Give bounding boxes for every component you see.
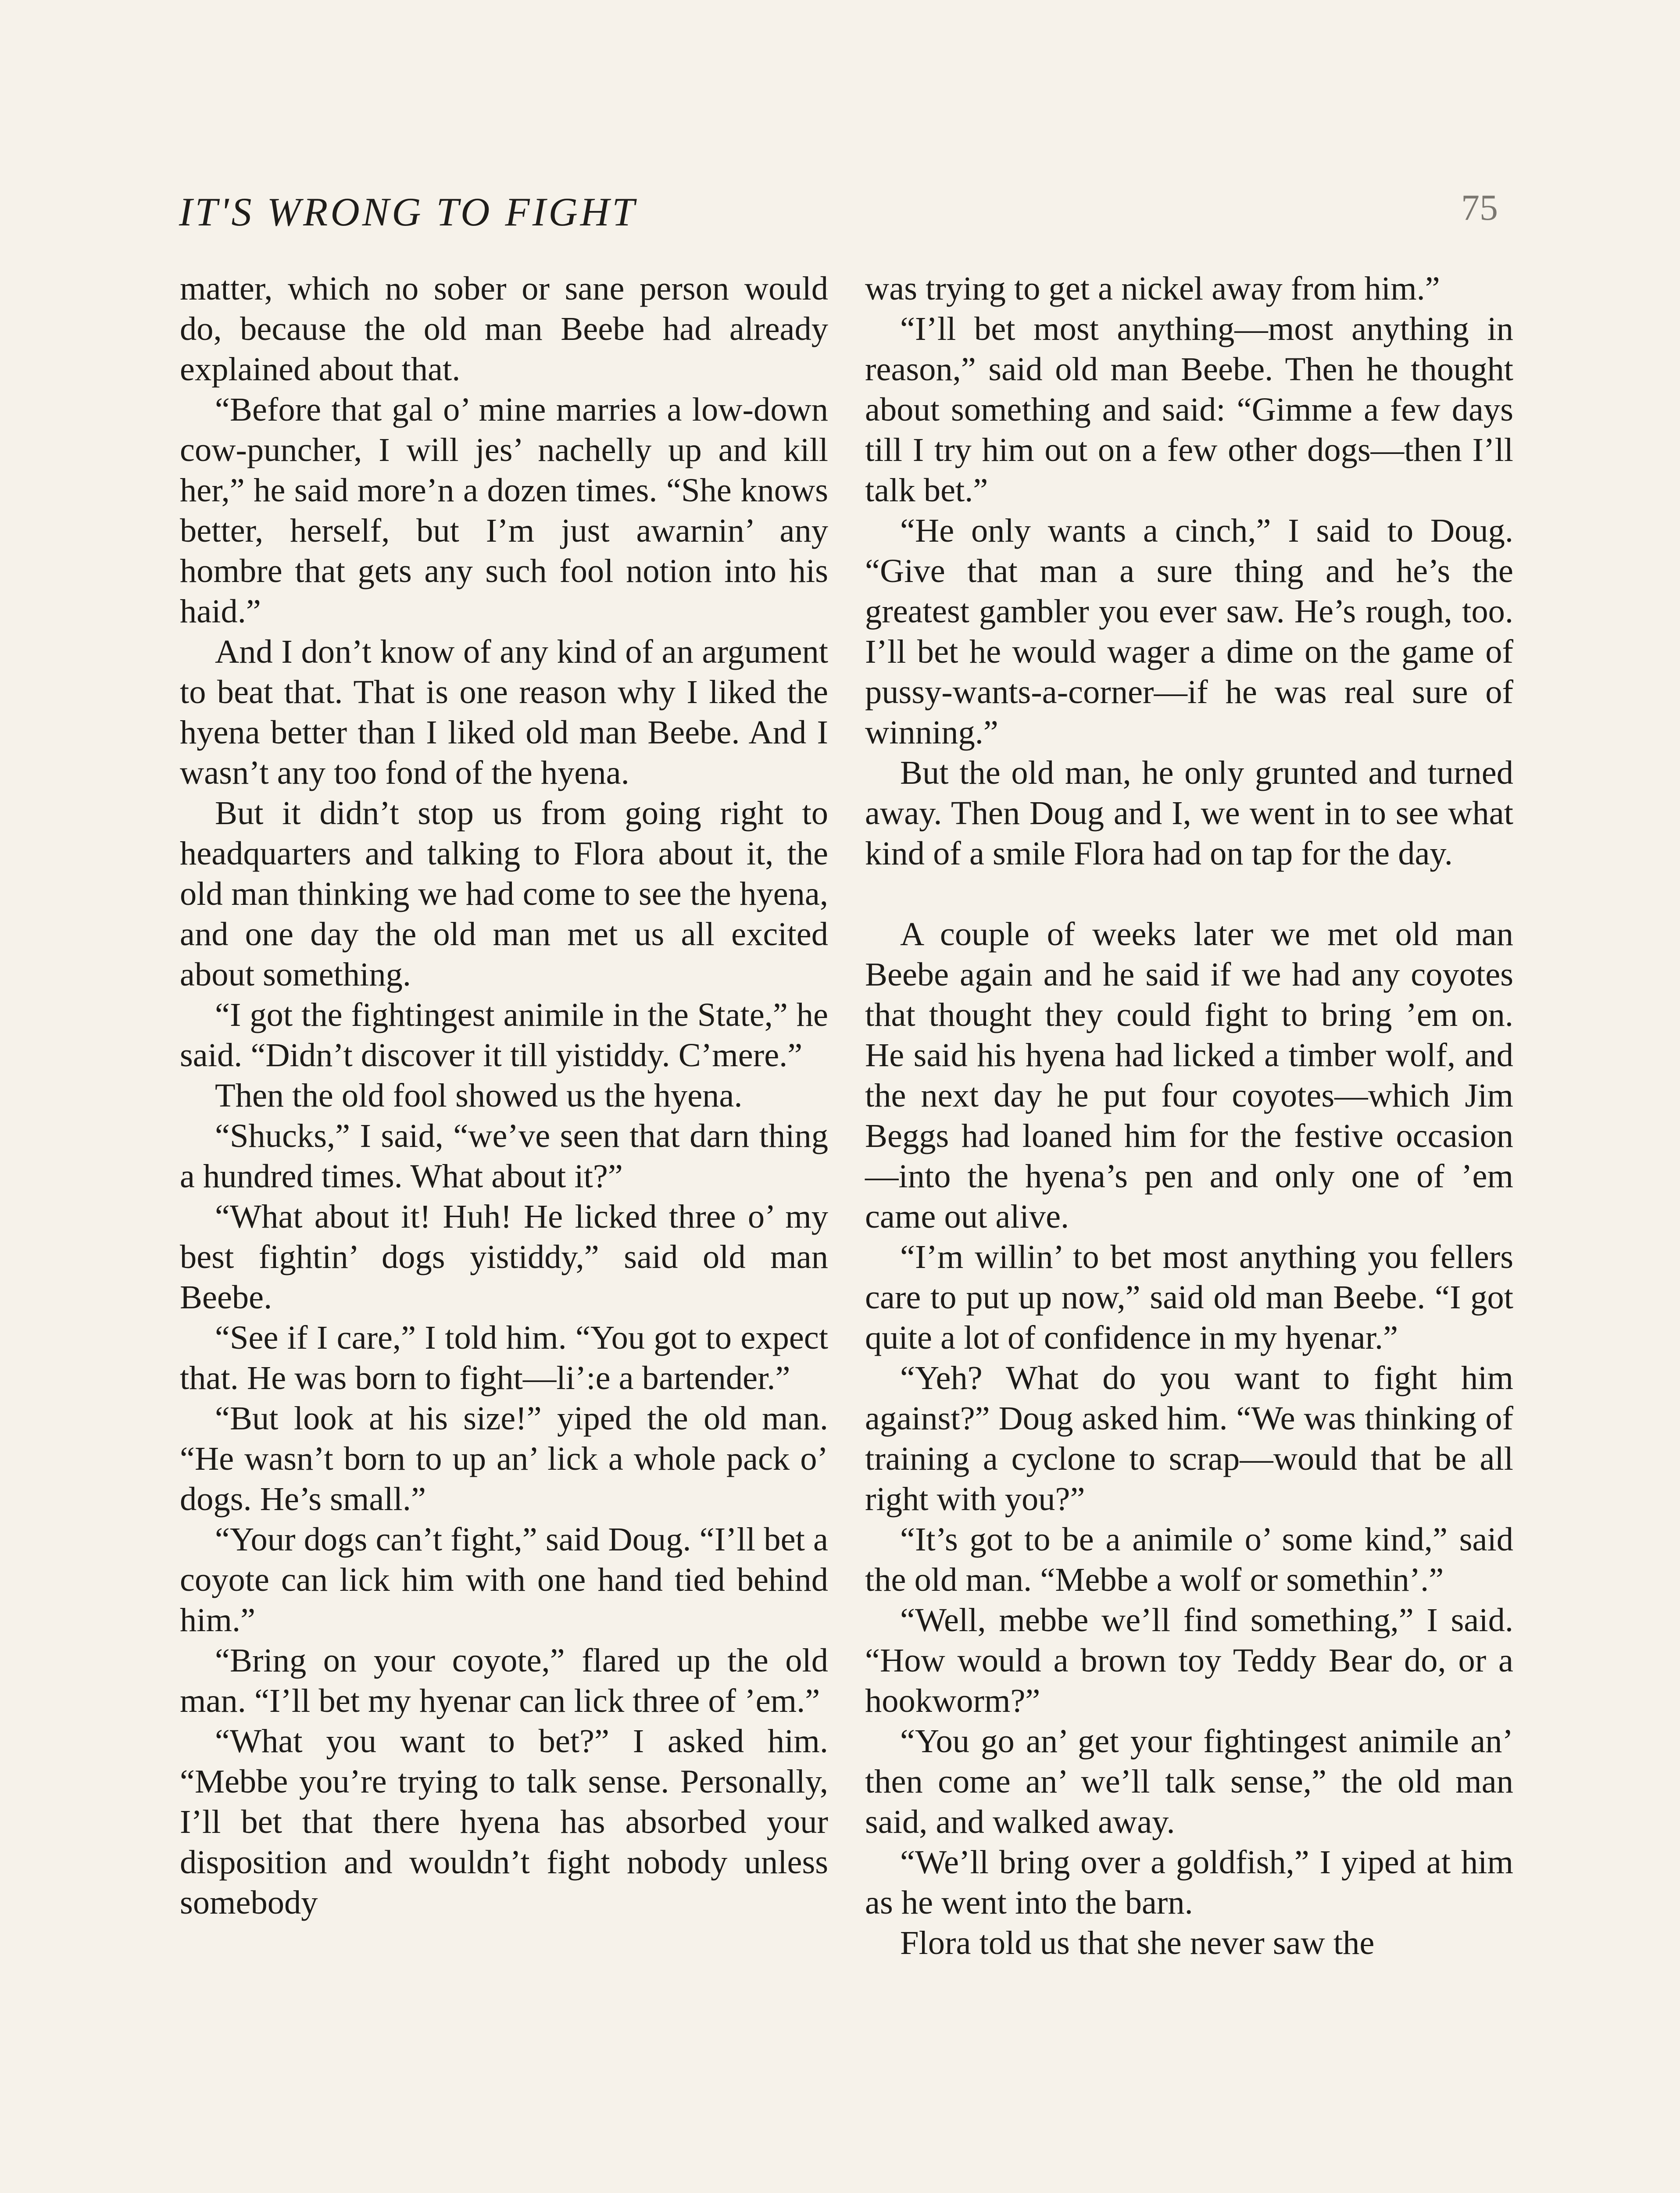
paragraph: “I’ll bet most anything—most anything in reason,” said old man Beebe. Then he thought about something and said: “Gimme a few days till I try him out on a few other dogs—then I’ll talk bet.” (865, 310, 1513, 509)
paragraph: matter, which no sober or sane person would do, because the old man Beebe had already explained about that. (180, 270, 828, 388)
right-column (865, 268, 1513, 1963)
paragraph: “It’s got to be a animile o’ some kind,” said the old man. “Mebbe a wolf or somethin’.” (865, 1521, 1513, 1598)
paragraph: “He only wants a cinch,” I said to Doug. “Give that man a sure thing and he’s the greatest gambler you ever saw. He’s rough, too. I’ll bet he would wager a dime on the game of pussy-wants-a-corner—if he was real sure of winning.” (865, 512, 1513, 751)
paragraph: A couple of weeks later we met old man Beebe again and he said if we had any coyotes that thought they could fight to bring ’em on. He said his hyena had licked a timber wolf, and the next day he put four coyotes—which Jim Beggs had loaned him for the festive occasion—into the hyena’s pen and only one of ’em came out alive. (865, 915, 1513, 1235)
paragraph: And I don’t know of any kind of an argument to beat that. That is one reason why I liked the hyena better than I liked old man Beebe. And I wasn’t any too fond of the hyena. (180, 633, 828, 791)
paragraph: “I’m willin’ to bet most anything you fellers care to put up now,” said old man Beebe. “I got quite a lot of confidence in my hyenar.” (865, 1238, 1513, 1356)
paragraph: “We’ll bring over a goldfish,” I yiped at him as he went into the barn. (865, 1843, 1513, 1921)
paragraph: “What about it! Huh! He licked three o’ my best fightin’ dogs yistiddy,” said old man Beebe. (180, 1198, 828, 1316)
paragraph: “See if I care,” I told him. “You got to expect that. He was born to fight—li’:e a bartender.” (180, 1319, 828, 1397)
paragraph: But the old man, he only grunted and turned away. Then Doug and I, we went in to see what kind of a smile Flora had on tap for the day. (865, 754, 1513, 872)
paragraph: “Your dogs can’t fight,” said Doug. “I’ll bet a coyote can lick him with one hand tied behind him.” (180, 1521, 828, 1639)
paragraph: “But look at his size!” yiped the old man. “He wasn’t born to up an’ lick a whole pack o’ dogs. He’s small.” (180, 1400, 828, 1518)
paragraph: “Before that gal o’ mine marries a low-down cow-puncher, I will jes’ nachelly up and kill her,” he said more’n a dozen times. “She knows better, herself, but I’m just awarnin’ any hombre that gets any such fool notion into his haid.” (180, 391, 828, 630)
left-column (180, 268, 828, 1923)
paragraph: “Well, mebbe we’ll find something,” I said. “How would a brown toy Teddy Bear do, or a hookworm?” (865, 1601, 1513, 1719)
running-title: IT'S WRONG TO FIGHT (179, 189, 637, 234)
paragraph: But it didn’t stop us from going right to headquarters and talking to Flora about it, the old man thinking we had come to see the hyena, and one day the old man met us all excited about something. (180, 794, 828, 993)
paragraph: “Bring on your coyote,” flared up the old man. “I’ll bet my hyenar can lick three of ’em.” (180, 1642, 828, 1719)
page-number: 75 (1461, 187, 1498, 228)
paragraph: “Yeh? What do you want to fight him against?” Doug asked him. “We was thinking of training a cyclone to scrap—would that be all right with you?” (865, 1359, 1513, 1518)
paragraph: was trying to get a nickel away from him.” (865, 270, 1440, 307)
paragraph: “What you want to bet?” I asked him. “Mebbe you’re trying to talk sense. Personally, I’ll bet that there hyena has absorbed your disposition and wouldn’t fight nobody unless somebody (180, 1722, 828, 1921)
paragraph: Then the old fool showed us the hyena. (215, 1077, 743, 1114)
paragraph: Flora told us that she never saw the (900, 1924, 1375, 1961)
paragraph: “Shucks,” I said, “we’ve seen that darn thing a hundred times. What about it?” (180, 1117, 828, 1195)
paragraph: “You go an’ get your fightingest animile an’ then come an’ we’ll talk sense,” the old man said, and walked away. (865, 1722, 1513, 1840)
paragraph: “I got the fightingest animile in the State,” he said. “Didn’t discover it till yistiddy. C’mere.” (180, 996, 828, 1074)
